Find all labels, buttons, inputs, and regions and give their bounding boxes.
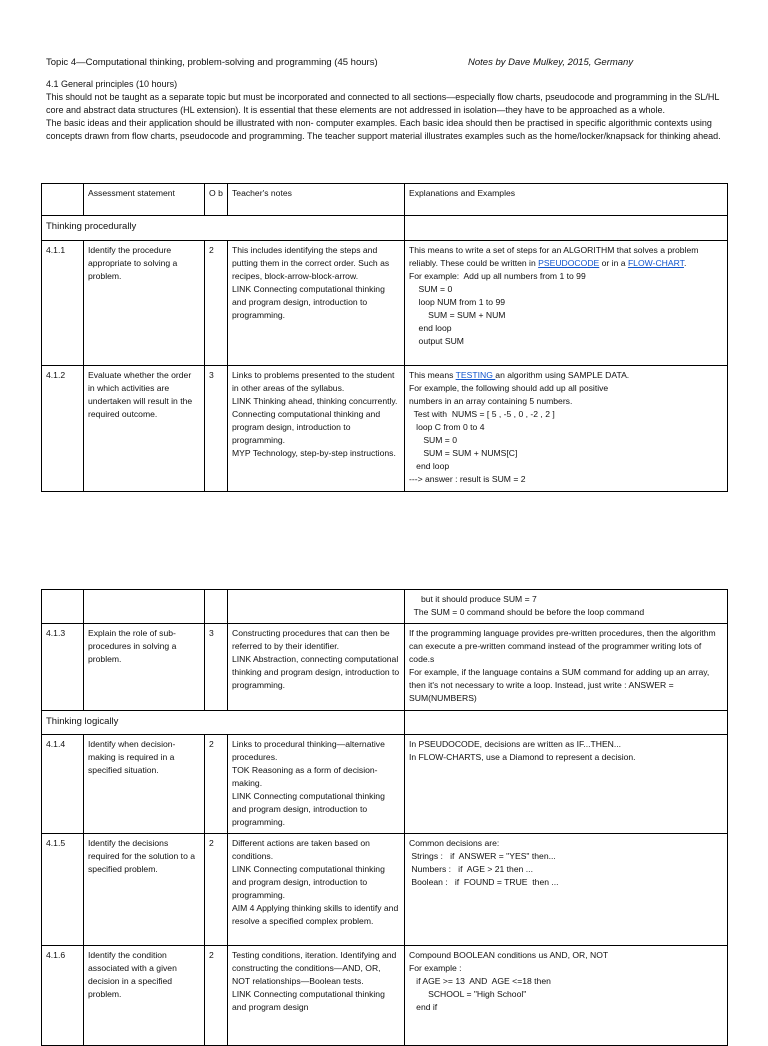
row-id: 4.1.3: [42, 624, 84, 711]
row-statement: Evaluate whether the order in which activities are undertaken will result in the required outcome.: [84, 366, 205, 492]
syllabus-table-2: [41, 589, 728, 1046]
row-explanation: Compound BOOLEAN conditions us AND, OR, NOT For example : if AGE >= 13 AND AGE <=18 then SCHOOL = "High School" end if: [405, 946, 728, 1046]
blank-cell: [84, 590, 205, 624]
explanation-text: This means to write a set of steps for an ALGORITHM that solves a problem reliably. These could be written in: [409, 245, 699, 268]
table-row: [42, 735, 728, 834]
testing-link[interactable]: TESTING: [455, 370, 496, 380]
explanation-text: or in a: [599, 258, 628, 268]
intro-paragraph-1: This should not be taught as a separate topic but must be incorporated and connected to all sections—especially flow charts, pseudocode and programming in the SL/HL core and abstract data structures (HL extension). It is essential that these elements are not addressed in isolation—they have to be approached as a whole.: [46, 92, 720, 115]
blank-cell: [42, 590, 84, 624]
header-teacher-notes: Teacher's notes: [228, 184, 405, 216]
row-statement: Identify the decisions required for the solution to a specified problem.: [84, 834, 205, 946]
intro-heading: 4.1 General principles (10 hours): [46, 79, 178, 89]
row-teacher-notes: Different actions are taken based on conditions. LINK Connecting computational thinking and program design, introduction to programming. AIM 4 Applying thinking skills to identify and resolve a specified complex problem.: [228, 834, 405, 946]
blank-cell: [228, 590, 405, 624]
row-ob: 3: [205, 366, 228, 492]
table-row: [42, 834, 728, 946]
explanation-text: .: [683, 258, 687, 268]
code-example: For example: Add up all numbers from 1 to 99 SUM = 0 loop NUM from 1 to 99 SUM = SUM + NUM end loop output SUM: [409, 271, 586, 346]
row-teacher-notes: Links to problems presented to the student in other areas of the syllabus. LINK Thinking ahead, thinking concurrently. Connecting computational thinking and program design, introduction to programming. MYP Technology, step-by-step instructions.: [228, 366, 405, 492]
row-statement: Identify the condition associated with a given decision in a specified problem.: [84, 946, 205, 1046]
row-explanation: [405, 366, 728, 492]
row-ob: 2: [205, 241, 228, 366]
pseudocode-link[interactable]: PSEUDOCODE: [538, 258, 600, 268]
table-header-row: [42, 184, 728, 216]
row-explanation: but it should produce SUM = 7 The SUM = 0 command should be before the loop command: [405, 590, 728, 624]
section-blank-cell: [405, 216, 728, 241]
section-row: [42, 711, 728, 735]
table-row: [42, 946, 728, 1046]
topic-title: Topic 4—Computational thinking, problem-solving and programming (45 hours): [46, 57, 378, 68]
row-teacher-notes: This includes identifying the steps and putting them in the correct order. Such as recipes, block-arrow-block-arrow. LINK Connecting computational thinking and program design, introduction to programming.: [228, 241, 405, 366]
row-ob: 3: [205, 624, 228, 711]
row-explanation: Common decisions are: Strings : if ANSWER = "YES" then... Numbers : if AGE > 21 then ... Boolean : if FOUND = TRUE then ...: [405, 834, 728, 946]
section-thinking-logically: Thinking logically: [42, 711, 405, 735]
row-id: 4.1.2: [42, 366, 84, 492]
row-explanation: In PSEUDOCODE, decisions are written as IF...THEN... In FLOW-CHARTS, use a Diamond to represent a decision.: [405, 735, 728, 834]
row-explanation: If the programming language provides pre-written procedures, then the algorithm can execute a pre-written command instead of the programmer writing lots of code.s For example, if the language contains a SUM command for adding up an array, then it's not necessary to write a loop. Instead, just write : ANSWER = SUM(NUMBERS): [405, 624, 728, 711]
header-cell-blank: [42, 184, 84, 216]
row-teacher-notes: Links to procedural thinking—alternative procedures. TOK Reasoning as a form of decision-making. LINK Connecting computational thinking and program design, introduction to programming.: [228, 735, 405, 834]
intro-section: [46, 78, 726, 143]
explanation-text: This means: [409, 370, 456, 380]
row-statement: Explain the role of sub-procedures in solving a problem.: [84, 624, 205, 711]
syllabus-table-1: [41, 183, 728, 492]
header-assessment: Assessment statement: [84, 184, 205, 216]
row-ob: 2: [205, 834, 228, 946]
section-blank-cell: [405, 711, 728, 735]
table-row: [42, 366, 728, 492]
header-ob: O b: [205, 184, 228, 216]
header-explanations: Explanations and Examples: [405, 184, 728, 216]
section-thinking-procedurally: Thinking procedurally: [42, 216, 405, 241]
row-ob: 2: [205, 946, 228, 1046]
code-example: For example, the following should add up all positive numbers in an array containing 5 numbers. Test with NUMS = [ 5 , -5 , 0 , -2 , 2 ] loop C from 0 to 4 SUM = 0 SUM = SUM + NUMS[C] end loop ---> answer : result is SUM = 2: [409, 383, 609, 484]
flow-chart-link[interactable]: FLOW-CHART: [627, 258, 684, 268]
table-row: [42, 241, 728, 366]
row-id: 4.1.6: [42, 946, 84, 1046]
row-id: 4.1.5: [42, 834, 84, 946]
row-id: 4.1.1: [42, 241, 84, 366]
blank-cell: [205, 590, 228, 624]
row-teacher-notes: Constructing procedures that can then be referred to by their identifier. LINK Abstraction, connecting computational thinking and program design, introduction to programming.: [228, 624, 405, 711]
explanation-text: an algorithm using SAMPLE DATA.: [495, 370, 630, 380]
row-statement: Identify when decision-making is required in a specified situation.: [84, 735, 205, 834]
row-statement: Identify the procedure appropriate to solving a problem.: [84, 241, 205, 366]
row-ob: 2: [205, 735, 228, 834]
author-notes: Notes by Dave Mulkey, 2015, Germany: [468, 57, 634, 68]
row-teacher-notes: Testing conditions, iteration. Identifying and constructing the conditions—AND, OR, NOT relationships—Boolean tests. LINK Connecting computational thinking and program design: [228, 946, 405, 1046]
section-row: [42, 216, 728, 241]
table-row: [42, 624, 728, 711]
continuation-row: [42, 590, 728, 624]
row-explanation: [405, 241, 728, 366]
intro-paragraph-2: The basic ideas and their application should be illustrated with non- computer examples. Each basic idea should then be practised in specific algorithmic contexts using concepts drawn from flow charts, pseudocode and programming. The teacher support material illustrates examples such as the home/locker/knapsack for thinking ahead.: [46, 118, 721, 141]
row-id: 4.1.4: [42, 735, 84, 834]
